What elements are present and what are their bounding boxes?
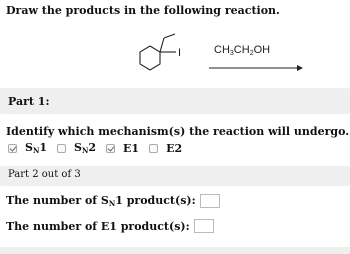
question-title: Draw the products in the following reaction. xyxy=(6,4,280,17)
sn1-count-row xyxy=(6,194,220,208)
ethyl-bond-2 xyxy=(164,34,175,38)
reaction-arrow xyxy=(209,64,303,72)
sn1-count-label: The number of $S_N1$ product(s): xyxy=(6,194,196,208)
e1-label: E1 xyxy=(123,141,140,155)
sn1-label: $S_N1$ xyxy=(25,141,48,155)
e2-checkbox[interactable] xyxy=(149,144,158,153)
reagent-label: $CH_3CH_2OH$ xyxy=(214,44,271,57)
reactant-structure xyxy=(130,32,200,82)
part3-header-bar xyxy=(0,247,350,254)
e2-label: E2 xyxy=(166,141,183,155)
e1-checkbox[interactable] xyxy=(106,144,115,153)
mechanism-prompt: Identify which mechanism(s) the reaction will undergo. xyxy=(6,125,350,138)
option-sn2[interactable] xyxy=(57,141,96,155)
sn1-count-input[interactable] xyxy=(200,194,220,208)
mechanism-options xyxy=(8,141,192,155)
part1-header-bar xyxy=(0,88,350,114)
option-sn1[interactable] xyxy=(8,141,47,155)
e1-count-label: The number of E1 product(s): xyxy=(6,219,190,233)
e1-count-input[interactable] xyxy=(194,219,214,233)
option-e2[interactable] xyxy=(149,142,182,155)
ethyl-bond-1 xyxy=(160,38,164,52)
iodine-label: I xyxy=(178,47,182,59)
sn2-label: $S_N2$ xyxy=(74,141,97,155)
option-e1[interactable] xyxy=(106,142,139,155)
cyclohexane-ring xyxy=(140,46,160,70)
sn1-checkbox[interactable] xyxy=(8,144,17,153)
part2-label: Part 2 out of 3 xyxy=(8,169,81,180)
e1-count-row xyxy=(6,219,214,233)
part1-label: Part 1: xyxy=(8,95,50,108)
sn2-checkbox[interactable] xyxy=(57,144,66,153)
